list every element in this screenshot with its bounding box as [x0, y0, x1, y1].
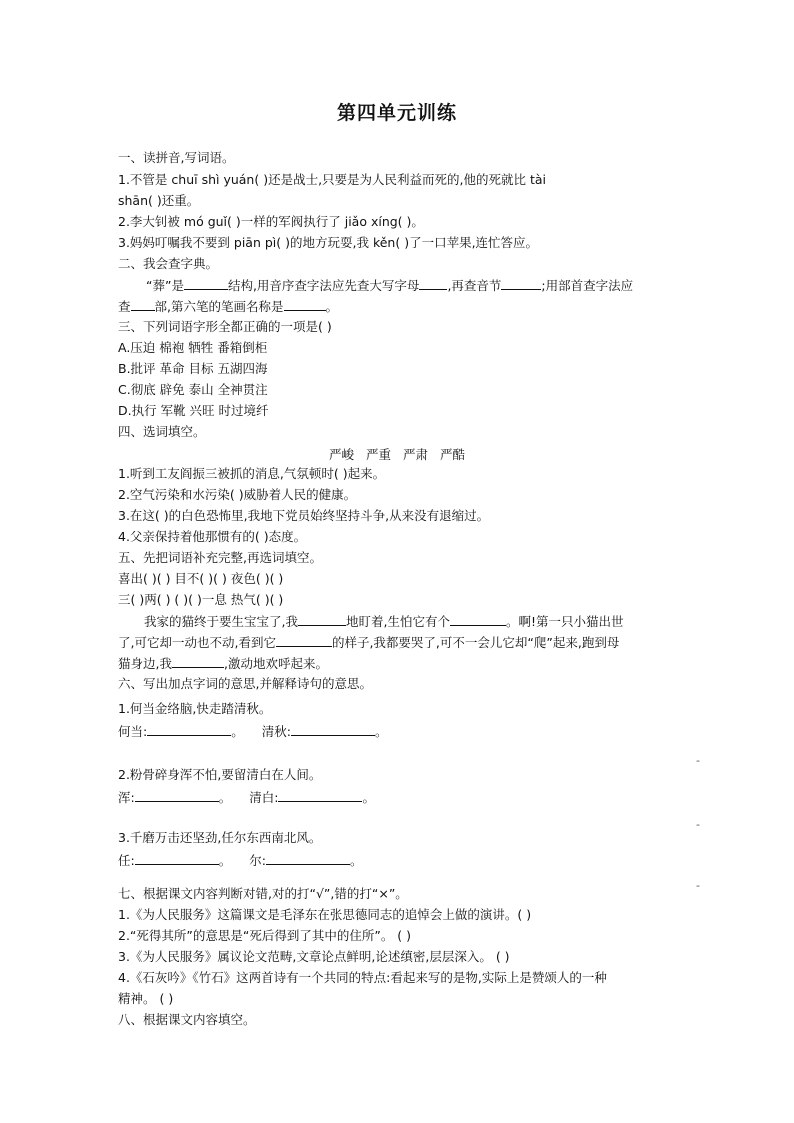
answer-blank[interactable] — [450, 613, 506, 626]
answer-blank[interactable] — [131, 298, 155, 311]
s4-item-1: 1.听到工友阎振三被抓的消息,气氛顿时( )起来。 — [118, 466, 386, 481]
s6-label: 尔: — [249, 853, 266, 868]
s7-item-1: 1.《为人民服务》这篇课文是毛泽东在张思德同志的追悼会上做的演讲。( ) — [118, 907, 532, 922]
answer-blank[interactable] — [266, 852, 350, 865]
margin-mark: - — [696, 754, 700, 767]
section-3-heading: 三、下列词语字形全都正确的一项是( ) — [118, 319, 332, 334]
page-title: 第四单元训练 — [336, 102, 457, 124]
s7-item-2: 2.“死得其所”的意思是“死后得到了其中的住所”。 ( ) — [118, 928, 412, 943]
section-2-heading: 二、我会查字典。 — [118, 256, 219, 271]
section-4-heading: 四、选词填空。 — [118, 424, 206, 439]
s4-item-4: 4.父亲保持着他那惯有的( )态度。 — [118, 529, 307, 544]
answer-blank[interactable] — [135, 852, 219, 865]
s5-row-1: 喜出( )( ) 目不( )( ) 夜色( )( ) — [118, 571, 284, 586]
s5-text: ,激动地欢呼起来。 — [223, 656, 328, 671]
answer-blank[interactable] — [419, 277, 447, 290]
s6-label: 清白: — [249, 790, 279, 805]
s2-text: ,再查音节 — [447, 278, 502, 293]
section-5-heading: 五、先把词语补充完整,再选词填空。 — [118, 550, 322, 565]
s3-option-d: D.执行 军靴 兴旺 时过境纤 — [118, 403, 269, 418]
s1-question-1-cont: shān( )还重。 — [118, 193, 200, 208]
s1-question-2: 2.李大钊被 mó guǐ( )一样的军阀执行了 jiǎo xíng( )。 — [118, 214, 424, 229]
answer-blank[interactable] — [184, 277, 228, 290]
s2-text: 。 — [325, 299, 339, 314]
s5-text: 。啊!第一只小猫出世 — [505, 614, 624, 629]
s2-text: 查 — [118, 299, 131, 314]
s2-text: ;用部首查字法应 — [541, 278, 634, 293]
answer-blank[interactable] — [172, 655, 224, 668]
s5-text: 地盯着,生怕它有个 — [345, 614, 450, 629]
s2-text: “葬”是 — [146, 278, 184, 293]
s2-text: 结构,用音序查字法应先查大写字母 — [227, 278, 420, 293]
s6-period: 。 — [349, 853, 363, 868]
answer-blank[interactable] — [501, 277, 541, 290]
s5-paragraph-line-1 — [118, 613, 678, 630]
s6-period: 。 — [362, 790, 375, 805]
s2-line-2 — [118, 298, 678, 315]
section-6-heading: 六、写出加点字词的意思,并解释诗句的意思。 — [118, 676, 372, 691]
s6-label: 清秋: — [261, 724, 291, 739]
s2-text: 部,第六笔的笔画名称是 — [154, 299, 284, 314]
s6-period: 。 — [218, 853, 232, 868]
s7-item-4: 4.《石灰吟》《竹石》这两首诗有一个共同的特点:看起来写的是物,实际上是赞颂人的一种 — [118, 970, 607, 985]
s7-item-3: 3.《为人民服务》属议论文范畴,文章论点鲜明,论述缜密,层层深入。 ( ) — [118, 949, 510, 964]
s7-item-4-cont: 精神。 ( ) — [118, 991, 174, 1006]
s5-text: 我家的猫终于要生宝宝了,我 — [144, 614, 298, 629]
answer-blank[interactable] — [147, 723, 231, 736]
s5-text: 的样子,我都要哭了,可不一会儿它却“爬”起来,跑到母 — [331, 635, 620, 650]
s6-poem-2: 2.粉骨碎身浑不怕,要留清白在人间。 — [118, 767, 322, 782]
s3-option-a: A.压迫 棉袍 牺牲 番箱倒柜 — [118, 340, 268, 355]
s6-poem-3: 3.千磨万击还坚劲,任尔东西南北风。 — [118, 830, 322, 845]
answer-blank[interactable] — [298, 613, 346, 626]
answer-blank[interactable] — [276, 634, 332, 647]
s3-option-c: C.彻底 辟免 泰山 全神贯注 — [118, 382, 268, 397]
section-1-heading: 一、读拼音,写词语。 — [118, 150, 235, 165]
answer-blank[interactable] — [278, 789, 362, 802]
answer-blank[interactable] — [135, 789, 219, 802]
s4-item-2: 2.空气污染和水污染( )威胁着人民的健康。 — [118, 487, 357, 502]
s4-word-bank: 严峻 严重 严肃 严酷 — [329, 447, 465, 462]
s6-answer-row-2 — [118, 789, 678, 806]
s3-option-b: B.批评 革命 目标 五湖四海 — [118, 361, 268, 376]
section-7-heading: 七、根据课文内容判断对错,对的打“√”,错的打“×”。 — [118, 886, 408, 901]
s4-item-3: 3.在这( )的白色恐怖里,我地下党员始终坚持斗争,从来没有退缩过。 — [118, 508, 490, 523]
answer-blank[interactable] — [291, 723, 375, 736]
s5-text: 了,可它却一动也不动,看到它 — [118, 635, 276, 650]
answer-blank[interactable] — [284, 298, 326, 311]
s6-label: 任: — [118, 853, 135, 868]
margin-mark: - — [696, 879, 700, 892]
s6-period: 。 — [231, 724, 244, 739]
s5-row-2: 三( )两( ) ( )( )一息 热气( )( ) — [118, 592, 284, 607]
s2-line-1 — [118, 277, 678, 294]
s6-answer-row-1 — [118, 723, 678, 740]
s5-paragraph-line-3 — [118, 655, 678, 672]
s6-period: 。 — [218, 790, 232, 805]
s5-paragraph-line-2 — [118, 634, 678, 651]
s5-text: 猫身边,我 — [118, 656, 172, 671]
s6-answer-row-3 — [118, 852, 678, 869]
s6-period: 。 — [374, 724, 388, 739]
s1-question-3: 3.妈妈叮嘱我不要到 piān pì( )的地方玩耍,我 kěn( )了一口苹果,连忙答应。 — [118, 235, 539, 250]
margin-mark: - — [696, 818, 700, 831]
section-8-heading: 八、根据课文内容填空。 — [118, 1012, 256, 1027]
s6-label: 何当: — [118, 724, 148, 739]
s6-label: 浑: — [118, 790, 135, 805]
s6-poem-1: 1.何当金络脑,快走踏清秋。 — [118, 701, 272, 716]
s1-question-1: 1.不管是 chuī shì yuán( )还是战士,只要是为人民利益而死的,他的死就比 tài — [118, 172, 547, 187]
